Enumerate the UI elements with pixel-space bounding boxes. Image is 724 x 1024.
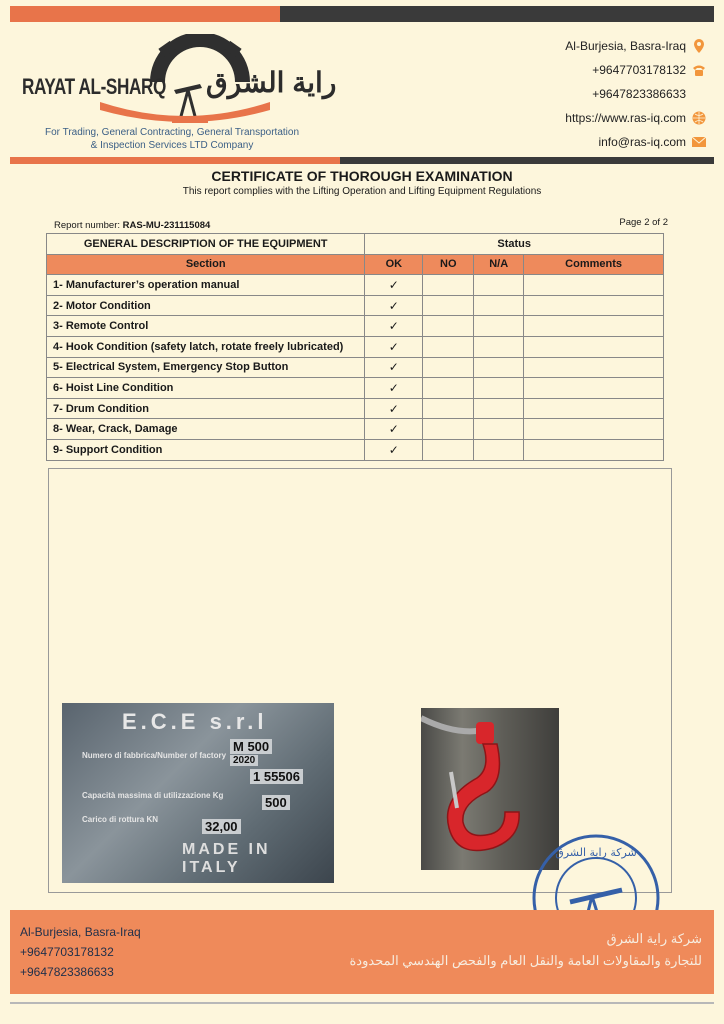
table-row xyxy=(47,378,664,399)
contact-website[interactable]: https://www.ras-iq.com xyxy=(565,111,686,125)
row-no xyxy=(423,316,474,337)
row-comments xyxy=(524,336,664,357)
contact-phone1-row xyxy=(565,58,706,82)
contact-phone2-row xyxy=(565,82,706,106)
table-header-row-1 xyxy=(47,234,664,255)
company-logo xyxy=(20,34,337,124)
tagline-line-1: For Trading, General Contracting, General Transportation xyxy=(44,127,300,138)
row-section: 6- Hoist Line Condition xyxy=(47,378,365,399)
row-comments xyxy=(524,357,664,378)
row-section: 5- Electrical System, Emergency Stop Button xyxy=(47,357,365,378)
contact-address-row xyxy=(565,34,706,58)
footer-phone-2[interactable]: +9647823386633 xyxy=(20,965,114,979)
plate-origin: MADE IN ITALY xyxy=(182,841,271,876)
table-row xyxy=(47,439,664,460)
contact-email[interactable]: info@ras-iq.com xyxy=(598,135,686,149)
row-section: 3- Remote Control xyxy=(47,316,365,337)
row-na xyxy=(474,378,524,399)
plate-model: M 500 xyxy=(230,739,272,754)
col-na: N/A xyxy=(474,254,524,275)
row-section: 9- Support Condition xyxy=(47,439,365,460)
row-ok: ✓ xyxy=(365,439,423,460)
logo-orange-arc xyxy=(100,100,270,126)
footer-bottom-line xyxy=(10,1002,714,1004)
page-number: Page 2 of 2 xyxy=(619,217,668,228)
row-ok: ✓ xyxy=(365,275,423,296)
company-tagline xyxy=(22,126,322,152)
row-ok: ✓ xyxy=(365,316,423,337)
top-banner-accent xyxy=(10,6,280,22)
row-na xyxy=(474,275,524,296)
row-section: 8- Wear, Crack, Damage xyxy=(47,419,365,440)
row-no xyxy=(423,378,474,399)
row-section: 4- Hook Condition (safety latch, rotate freely lubricated) xyxy=(47,336,365,357)
row-ok: ✓ xyxy=(365,398,423,419)
row-comments xyxy=(524,439,664,460)
row-section: 2- Motor Condition xyxy=(47,295,365,316)
row-na xyxy=(474,295,524,316)
row-no xyxy=(423,295,474,316)
row-section: 1- Manufacturer’s operation manual xyxy=(47,275,365,296)
row-na xyxy=(474,357,524,378)
row-ok: ✓ xyxy=(365,336,423,357)
row-na xyxy=(474,439,524,460)
plate-line-2: Capacità massima di utilizzazione Kg xyxy=(82,791,224,800)
row-no xyxy=(423,336,474,357)
footer-address: Al-Burjesia, Basra-Iraq xyxy=(20,925,141,939)
row-section: 7- Drum Condition xyxy=(47,398,365,419)
plate-year: 2020 xyxy=(230,755,258,766)
table-header-row-2 xyxy=(47,254,664,275)
certificate-title: CERTIFICATE OF THOROUGH EXAMINATION xyxy=(211,168,513,184)
header-divider xyxy=(10,157,714,164)
table-row xyxy=(47,316,664,337)
row-na xyxy=(474,316,524,337)
footer-phone-1[interactable]: +9647703178132 xyxy=(20,945,114,959)
report-number xyxy=(54,220,210,231)
contact-address: Al-Burjesia, Basra-Iraq xyxy=(565,39,686,53)
row-na xyxy=(474,398,524,419)
footer-arabic-line-2: للتجارة والمقاولات العامة والنقل العام والفحص الهندسي المحدودة xyxy=(349,953,702,968)
company-name-ar: راية الشرق xyxy=(206,67,337,98)
row-ok: ✓ xyxy=(365,357,423,378)
row-no xyxy=(423,275,474,296)
row-comments xyxy=(524,316,664,337)
col-section: Section xyxy=(47,254,365,275)
contact-website-row xyxy=(565,106,706,130)
footer-contact xyxy=(20,922,141,982)
row-comments xyxy=(524,398,664,419)
footer-arabic xyxy=(350,928,703,972)
row-ok: ✓ xyxy=(365,419,423,440)
plate-test-value: 32,00 xyxy=(202,819,241,834)
col-ok: OK xyxy=(365,254,423,275)
row-comments xyxy=(524,295,664,316)
top-banner-bar xyxy=(10,6,714,22)
examination-table xyxy=(46,233,664,461)
contact-phone-1[interactable]: +9647703178132 xyxy=(592,63,686,77)
contact-block xyxy=(565,34,706,154)
envelope-icon xyxy=(692,135,706,149)
col-no: NO xyxy=(423,254,474,275)
col-comments: Comments xyxy=(524,254,664,275)
row-no xyxy=(423,357,474,378)
plate-brand: E.C.E s.r.l xyxy=(122,709,268,734)
plate-capacity: 500 xyxy=(262,795,290,810)
table-row xyxy=(47,336,664,357)
tagline-line-2: & Inspection Services LTD Company xyxy=(90,140,254,151)
company-name-en: RAYAT AL-SHARQ xyxy=(22,74,166,99)
report-number-label: Report number: xyxy=(54,220,121,231)
table-row xyxy=(47,275,664,296)
row-na xyxy=(474,336,524,357)
general-description-header: GENERAL DESCRIPTION OF THE EQUIPMENT xyxy=(47,234,365,255)
nameplate-photo xyxy=(62,703,334,883)
table-row xyxy=(47,295,664,316)
contact-phone-2[interactable]: +9647823386633 xyxy=(592,87,686,101)
table-row xyxy=(47,357,664,378)
plate-line-1: Numero di fabbrica/Number of factory xyxy=(82,751,227,760)
stamp-ring-text-ar: شركة راية الشرق xyxy=(555,846,637,859)
row-no xyxy=(423,398,474,419)
footer-band xyxy=(10,910,714,994)
phone-icon xyxy=(692,63,706,77)
footer-arabic-line-1: شركة راية الشرق xyxy=(606,931,702,946)
row-comments xyxy=(524,419,664,440)
location-pin-icon xyxy=(692,39,706,53)
row-comments xyxy=(524,275,664,296)
plate-line-3: Carico di rottura KN xyxy=(82,815,159,824)
globe-icon xyxy=(692,111,706,125)
row-na xyxy=(474,419,524,440)
table-row xyxy=(47,398,664,419)
plate-serial: 1 55506 xyxy=(250,769,303,784)
header-divider-accent xyxy=(10,157,340,164)
certificate-subtitle: This report complies with the Lifting Operation and Lifting Equipment Regulations xyxy=(182,186,542,197)
status-header: Status xyxy=(365,234,664,255)
row-ok: ✓ xyxy=(365,295,423,316)
row-ok: ✓ xyxy=(365,378,423,399)
table-row xyxy=(47,419,664,440)
row-no xyxy=(423,419,474,440)
row-no xyxy=(423,439,474,460)
row-comments xyxy=(524,378,664,399)
contact-email-row xyxy=(565,130,706,154)
report-number-value: RAS-MU-231115084 xyxy=(122,220,211,231)
